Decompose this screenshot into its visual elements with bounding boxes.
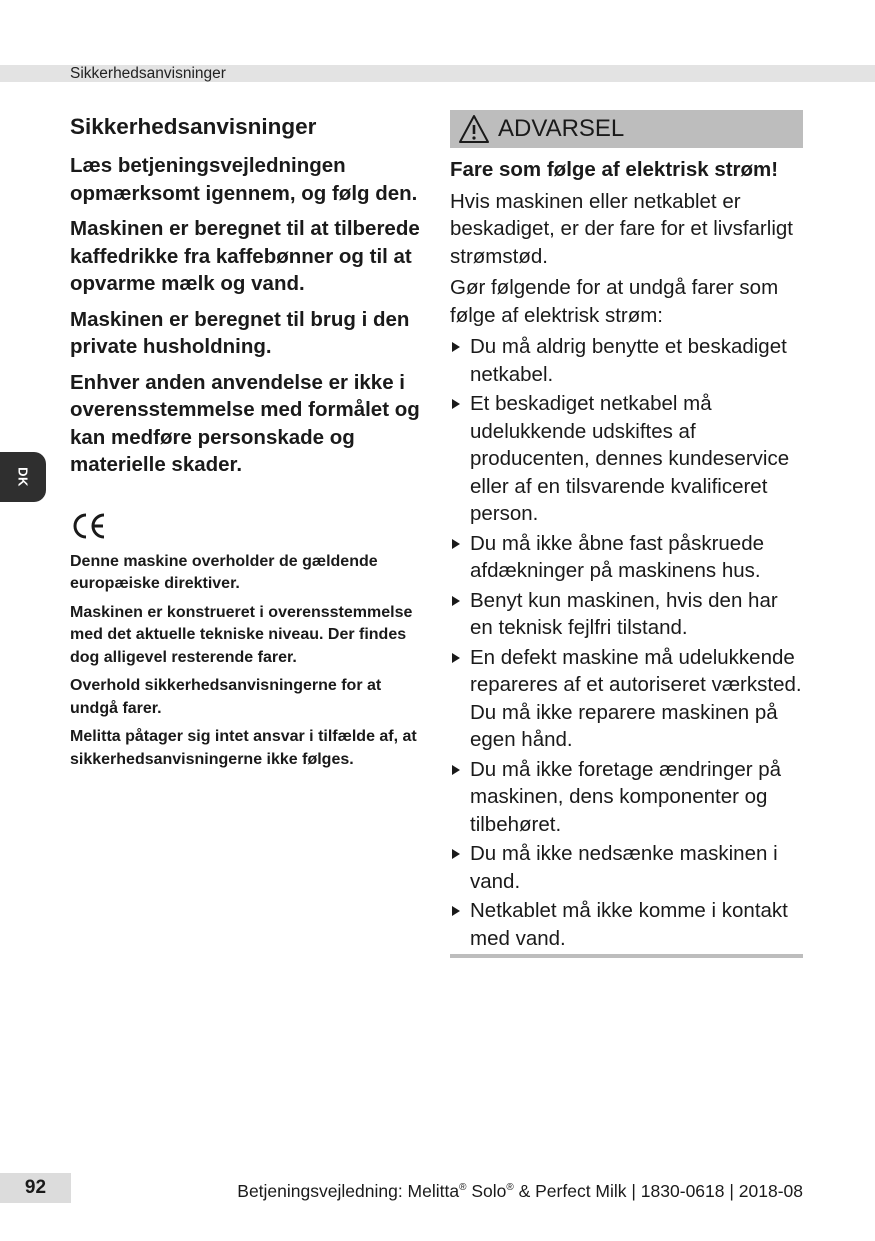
rule-text: Benyt kun maskinen, hvis den har en teknisk fejlfri tilstand. [470, 588, 778, 639]
bullet-arrow-icon [452, 653, 460, 663]
page-number: 92 [24, 1177, 47, 1198]
section-title: Sikkerhedsanvisninger [70, 114, 317, 139]
intended-use-paragraph: Maskinen er beregnet til at tilberede kaffedrikke fra kaffebønner og til at opvarme mælk og vand. [70, 217, 420, 295]
footer-text [237, 1177, 803, 1202]
warning-header [450, 110, 803, 148]
bullet-arrow-icon [452, 906, 460, 916]
household-paragraph: Maskinen er beregnet til brug i den private husholdning. [70, 307, 410, 358]
warning-section [450, 110, 803, 958]
footer-product: Solo [466, 1180, 507, 1201]
hazard-heading: Fare som følge af elektrisk strøm! [450, 158, 779, 181]
bullet-arrow-icon [452, 342, 460, 352]
rule-text: Et beskadiget netkabel må udelukkende udskiftes af producenten, dennes kundeservice eller af en tilsvarende kvalificeret person. [470, 392, 790, 525]
liability-note: Melitta påtager sig intet ansvar i tilfælde af, at sikkerhedsanvisningerne ikke følges. [70, 728, 417, 768]
rule-text: En defekt maskine må udelukkende repareres af et autoriseret værksted. Du må ikke reparere maskinen på egen hånd. [470, 645, 802, 751]
running-header: Sikkerhedsanvisninger [70, 65, 226, 82]
rule-text: Du må ikke åbne fast påskruede afdækninger på maskinens hus. [470, 531, 764, 582]
list-item [450, 644, 803, 754]
safety-rules-list [450, 333, 803, 952]
left-column [70, 112, 430, 777]
bullet-arrow-icon [452, 539, 460, 549]
observe-note: Overhold sikkerhedsanvisningerne for at undgå farer. [70, 677, 382, 717]
ce-mark-icon [70, 509, 430, 543]
list-item [450, 840, 803, 895]
warning-triangle-icon [458, 114, 490, 144]
misuse-paragraph: Enhver anden anvendelse er ikke i overensstemmelse med formålet og kan medføre personskade og materielle skader. [70, 370, 420, 476]
rule-text: Du må ikke nedsænke maskinen i vand. [470, 842, 778, 893]
directive-note: Denne maskine overholder de gældende europæiske direktiver. [70, 552, 378, 592]
list-item [450, 756, 803, 839]
footer-suffix: & Perfect Milk | 1830-0618 | 2018-08 [513, 1180, 803, 1201]
bullet-arrow-icon [452, 849, 460, 859]
list-item [450, 530, 803, 585]
hazard-intro: Hvis maskinen eller netkablet er beskadiget, er der fare for et livsfarligt strømstød. [450, 189, 793, 268]
language-tab-label: DK [15, 467, 31, 487]
list-item [450, 333, 803, 388]
intro-paragraph: Læs betjeningsvejledningen opmærksomt igennem, og følg den. [70, 154, 418, 205]
warning-bottom-rule [450, 954, 803, 958]
rule-text: Du må ikke foretage ændringer på maskinen, dens komponenter og tilbehøret. [470, 757, 782, 836]
bullet-arrow-icon [452, 596, 460, 606]
rule-text: Du må aldrig benytte et beskadiget netkabel. [470, 335, 787, 386]
residual-risk-note: Maskinen er konstrueret i overensstemmelse med det aktuelle tekniske niveau. Der findes dog alligevel resterende farer. [70, 603, 413, 666]
list-item [450, 390, 803, 528]
warning-title: ADVARSEL [498, 115, 625, 142]
rule-text: Netkablet må ikke komme i kontakt med vand. [470, 899, 788, 950]
registered-mark: ® [459, 1182, 467, 1193]
hazard-lead: Gør følgende for at undgå farer som følge af elektrisk strøm: [450, 276, 779, 327]
language-tab [0, 452, 46, 502]
footer-prefix: Betjeningsvejledning: Melitta [237, 1180, 460, 1201]
bullet-arrow-icon [452, 765, 460, 775]
list-item [450, 587, 803, 642]
list-item [450, 897, 803, 952]
bullet-arrow-icon [452, 399, 460, 409]
registered-mark: ® [506, 1182, 514, 1193]
